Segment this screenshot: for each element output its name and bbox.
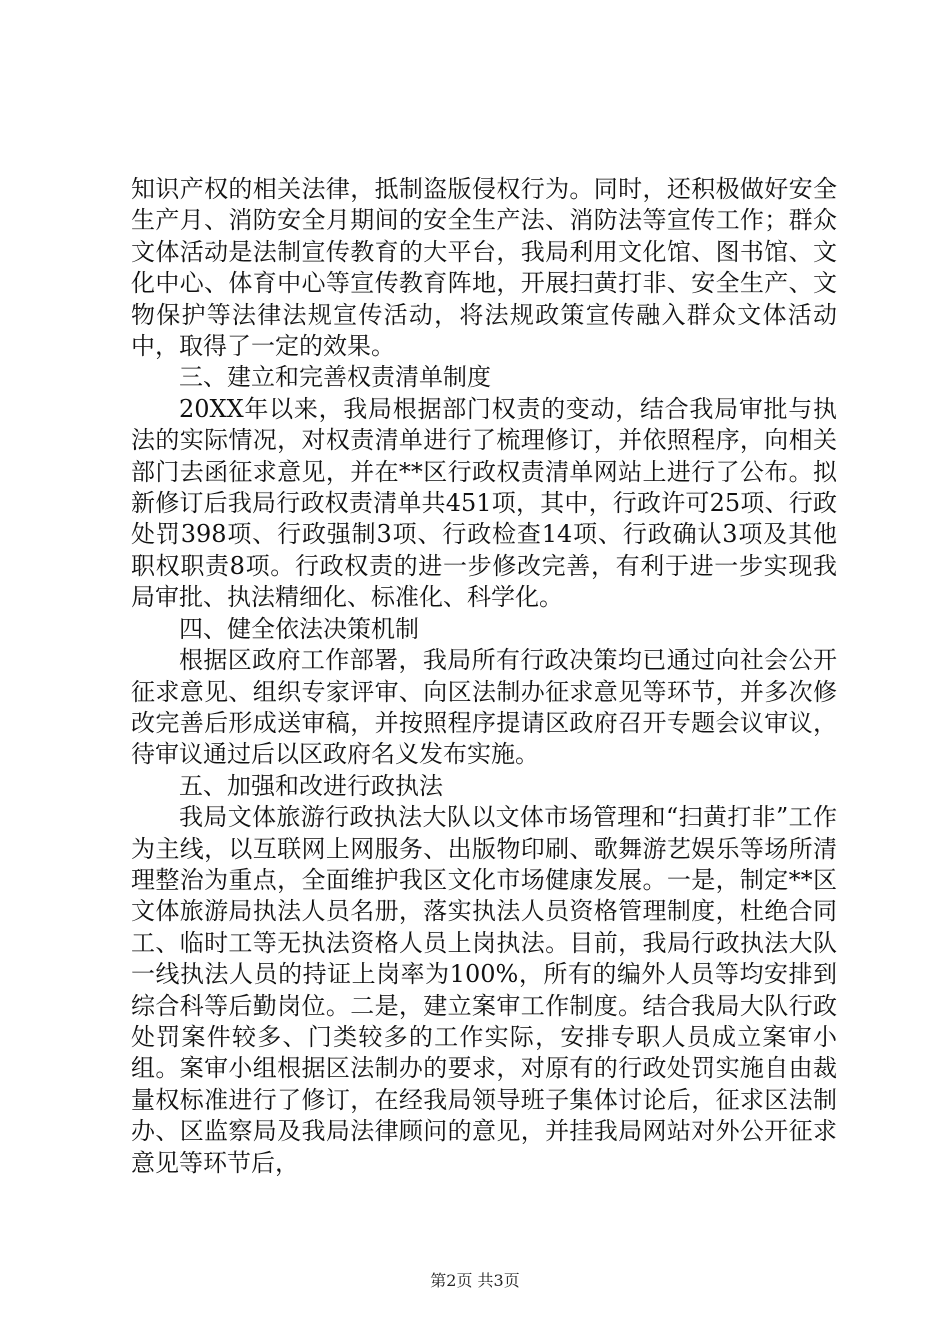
paragraph-intro: 知识产权的相关法律，抵制盗版侵权行为。同时，还积极做好安全生产月、消防安全月期间的安全生产法、消防法等宣传工作；群众文体活动是法制宣传教育的大平台，我局利用文化馆、图书馆、文化中心、体育中心等宣传教育阵地，开展扫黄打非、安全生产、文物保护等法律法规宣传活动，将法规政策宣传融入群众文体活动中，取得了一定的效果。 — [131, 175, 837, 361]
paragraph-law-enforcement: 我局文体旅游行政执法大队以文体市场管理和“扫黄打非”工作为主线，以互联网上网服务、出版物印刷、歌舞游艺娱乐等场所清理整治为重点，全面维护我区文化市场健康发展。一是，制定**区文体旅游局执法人员名册，落实执法人员资格管理制度，杜绝合同工、临时工等无执法资格人员上岗执法。目前，我局行政执法大队一线执法人员的持证上岗率为100%，所有的编外人员等均安排到综合科等后勤岗位。二是，建立案审工作制度。结合我局大队行政处罚案件较多、门类较多的工作实际，安排专职人员成立案审小组。案审小组根据区法制办的要求，对原有的行政处罚实施自由裁量权标准进行了修订，在经我局领导班子集体讨论后，征求区法制办、区监察局及我局法律顾问的意见，并挂我局网站对外公开征求意见等环节后， — [131, 803, 837, 1177]
section-heading-5: 五、加强和改进行政执法 — [179, 771, 443, 800]
paragraph-decision-mechanism: 根据区政府工作部署，我局所有行政决策均已通过向社会公开征求意见、组织专家评审、向区法制办征求意见等环节，并多次修改完善后形成送审稿，并按照程序提请区政府召开专题会议审议，待审议通过后以区政府名义发布实施。 — [131, 646, 837, 769]
paragraph-power-list: 20XX年以来，我局根据部门权责的变动，结合我局审批与执法的实际情况，对权责清单进行了梳理修订，并依照程序，向相关部门去函征求意见，并在**区行政权责清单网站上进行了公布。拟新修订后我局行政权责清单共451项，其中，行政许可25项、行政处罚398项、行政强制3项、行政检查14项、行政确认3项及其他职权职责8项。行政权责的进一步修改完善，有利于进一步实现我局审批、执法精细化、标准化、科学化。 — [131, 394, 837, 612]
page-footer — [0, 1271, 950, 1291]
section-heading-3: 三、建立和完善权责清单制度 — [179, 363, 491, 392]
page-number: 第2页 共3页 — [430, 1271, 520, 1290]
document-body — [131, 174, 837, 1179]
section-heading-4: 四、健全依法决策机制 — [179, 614, 419, 643]
